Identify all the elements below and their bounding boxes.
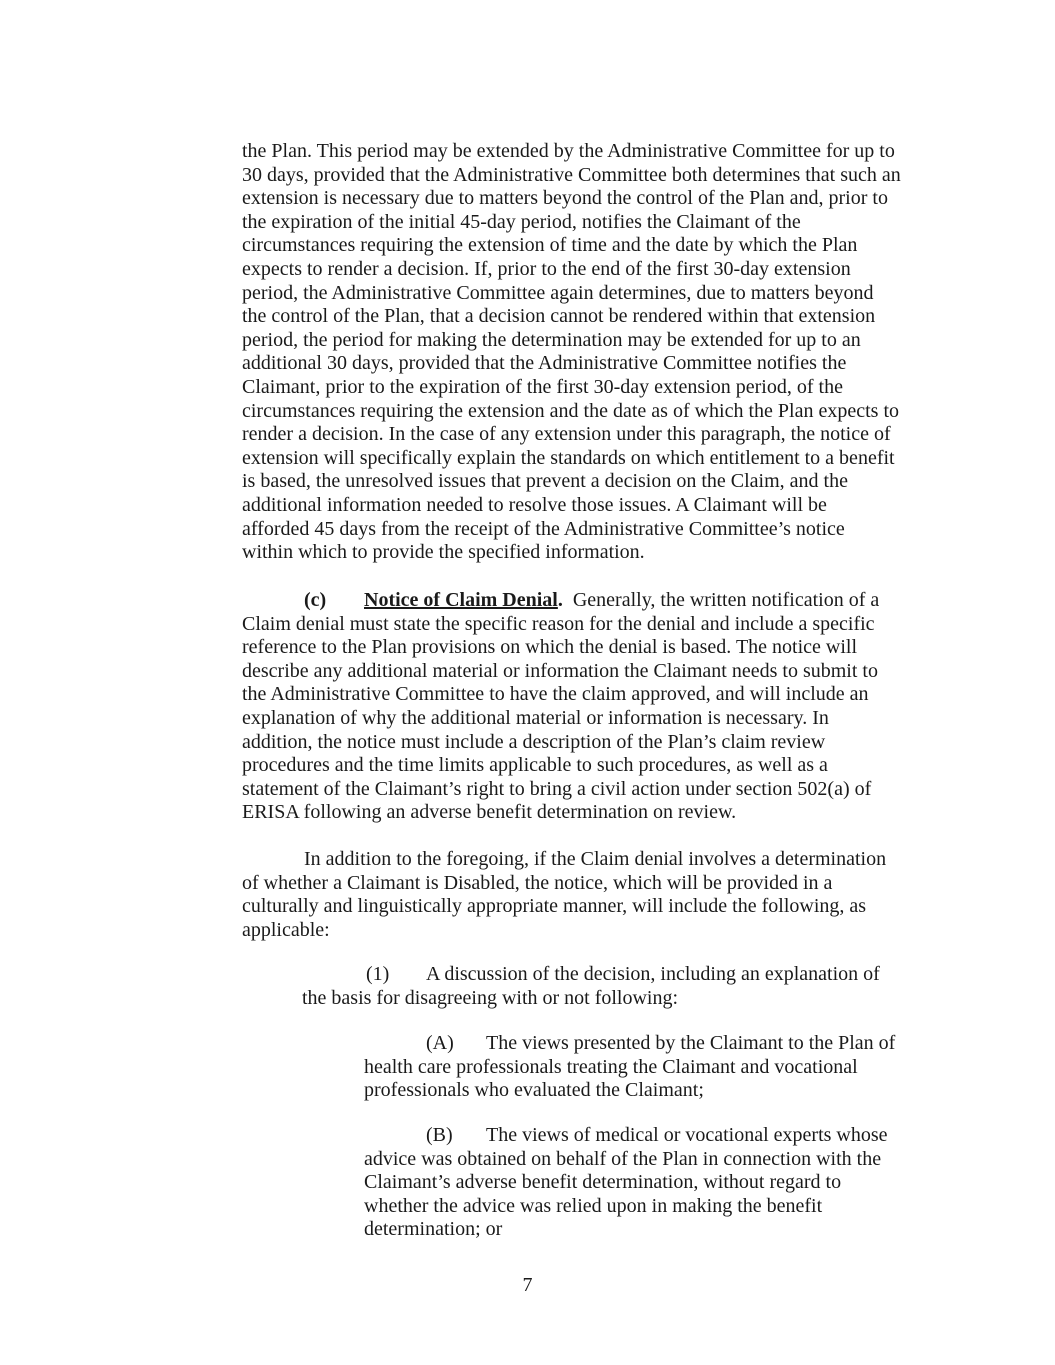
- text-line: determination; or: [364, 1218, 503, 1241]
- paragraph-disability-determination: [242, 848, 886, 942]
- text-line: Claimant’s adverse benefit determination, without regard to: [364, 1171, 842, 1194]
- text-line: health care professionals treating the Claimant and vocational: [364, 1055, 858, 1078]
- text-line: extension will specifically explain the standards on which entitlement to a benefit: [242, 446, 895, 469]
- text-line: of whether a Claimant is Disabled, the notice, which will be provided in a: [242, 871, 833, 894]
- section-first-line: [242, 589, 879, 613]
- text-line: the Plan. This period may be extended by the Administrative Committee for up to: [242, 140, 895, 162]
- text-line: the control of the Plan, that a decision cannot be rendered within that extension: [242, 305, 876, 328]
- list-item-text: The views presented by the Claimant to the Plan of: [486, 1032, 896, 1054]
- list-item-1: [302, 963, 880, 1010]
- text-line: expects to render a decision. If, prior to the end of the first 30-day extension: [242, 257, 851, 280]
- page-number: 7: [522, 1274, 533, 1296]
- section-first-line-text: Generally, the written notification of a: [562, 589, 880, 611]
- list-item-label: (B): [426, 1124, 453, 1146]
- text-line: Claimant, prior to the expiration of the first 30-day extension period, of the: [242, 375, 843, 398]
- text-line: the expiration of the initial 45-day period, notifies the Claimant of the: [242, 210, 801, 233]
- list-item-a: [364, 1032, 895, 1103]
- text-line: extension is necessary due to matters beyond the control of the Plan and, prior to: [242, 187, 888, 210]
- section-notice-of-claim-denial: [242, 589, 879, 825]
- text-line: render a decision. In the case of any extension under this paragraph, the notice of: [242, 423, 891, 446]
- list-item-label: (1): [366, 963, 390, 985]
- text-line: additional 30 days, provided that the Administrative Committee notifies the: [242, 352, 847, 375]
- text-line: procedures and the time limits applicable to such procedures, as well as a: [242, 754, 828, 777]
- text-line: whether the advice was relied upon in making the benefit: [364, 1194, 823, 1217]
- text-line: is based, the unresolved issues that prevent a decision on the Claim, and the: [242, 470, 848, 493]
- text-line: Claim denial must state the specific reason for the denial and include a specific: [242, 612, 875, 635]
- list-item-text: A discussion of the decision, including an explanation of: [426, 963, 880, 985]
- text-line: advice was obtained on behalf of the Plan in connection with the: [364, 1147, 882, 1170]
- text-line: circumstances requiring the extension of time and the date by which the Plan: [242, 234, 858, 257]
- list-item-first-line: [364, 1124, 888, 1148]
- text-line: 30 days, provided that the Administrative Committee both determines that such an: [242, 163, 901, 186]
- text-line: the basis for disagreeing with or not following:: [302, 986, 679, 1009]
- paragraph-extension-period: [242, 140, 901, 565]
- text-line: ERISA following an adverse benefit determination on review.: [242, 801, 737, 824]
- section-label: (c): [304, 589, 327, 611]
- text-line: applicable:: [242, 918, 330, 941]
- text-line: additional information needed to resolve those issues. A Claimant will be: [242, 493, 827, 516]
- text-line: period, the period for making the determination may be extended for up to an: [242, 328, 861, 351]
- text-line: describe any additional material or information the Claimant needs to submit to: [242, 659, 878, 682]
- list-item-b: [364, 1124, 888, 1242]
- text-line: addition, the notice must include a description of the Plan’s claim review: [242, 730, 826, 753]
- text-line: circumstances requiring the extension and the date as of which the Plan expects to: [242, 399, 900, 422]
- section-heading-punctuation: .: [557, 589, 563, 611]
- text-line: professionals who evaluated the Claimant;: [364, 1079, 704, 1102]
- list-item-label: (A): [426, 1032, 454, 1054]
- text-line: culturally and linguistically appropriate manner, will include the following, as: [242, 895, 867, 918]
- list-item-text: The views of medical or vocational experts whose: [486, 1124, 888, 1146]
- text-line: the Administrative Committee to have the claim approved, and will include an: [242, 683, 869, 706]
- text-line: explanation of why the additional material or information is necessary. In: [242, 706, 829, 729]
- text-line: within which to provide the specified information.: [242, 541, 645, 564]
- text-line: reference to the Plan provisions on which the denial is based. The notice will: [242, 636, 858, 659]
- list-item-first-line: [364, 1032, 895, 1056]
- text-line: afforded 45 days from the receipt of the Administrative Committee’s notice: [242, 517, 845, 540]
- text-line: statement of the Claimant’s right to bring a civil action under section 502(a) of: [242, 777, 872, 800]
- text-line: period, the Administrative Committee again determines, due to matters beyond: [242, 281, 874, 304]
- section-heading: Notice of Claim Denial: [364, 589, 558, 611]
- text-line: In addition to the foregoing, if the Claim denial involves a determination: [304, 848, 887, 870]
- list-item-first-line: [302, 963, 880, 987]
